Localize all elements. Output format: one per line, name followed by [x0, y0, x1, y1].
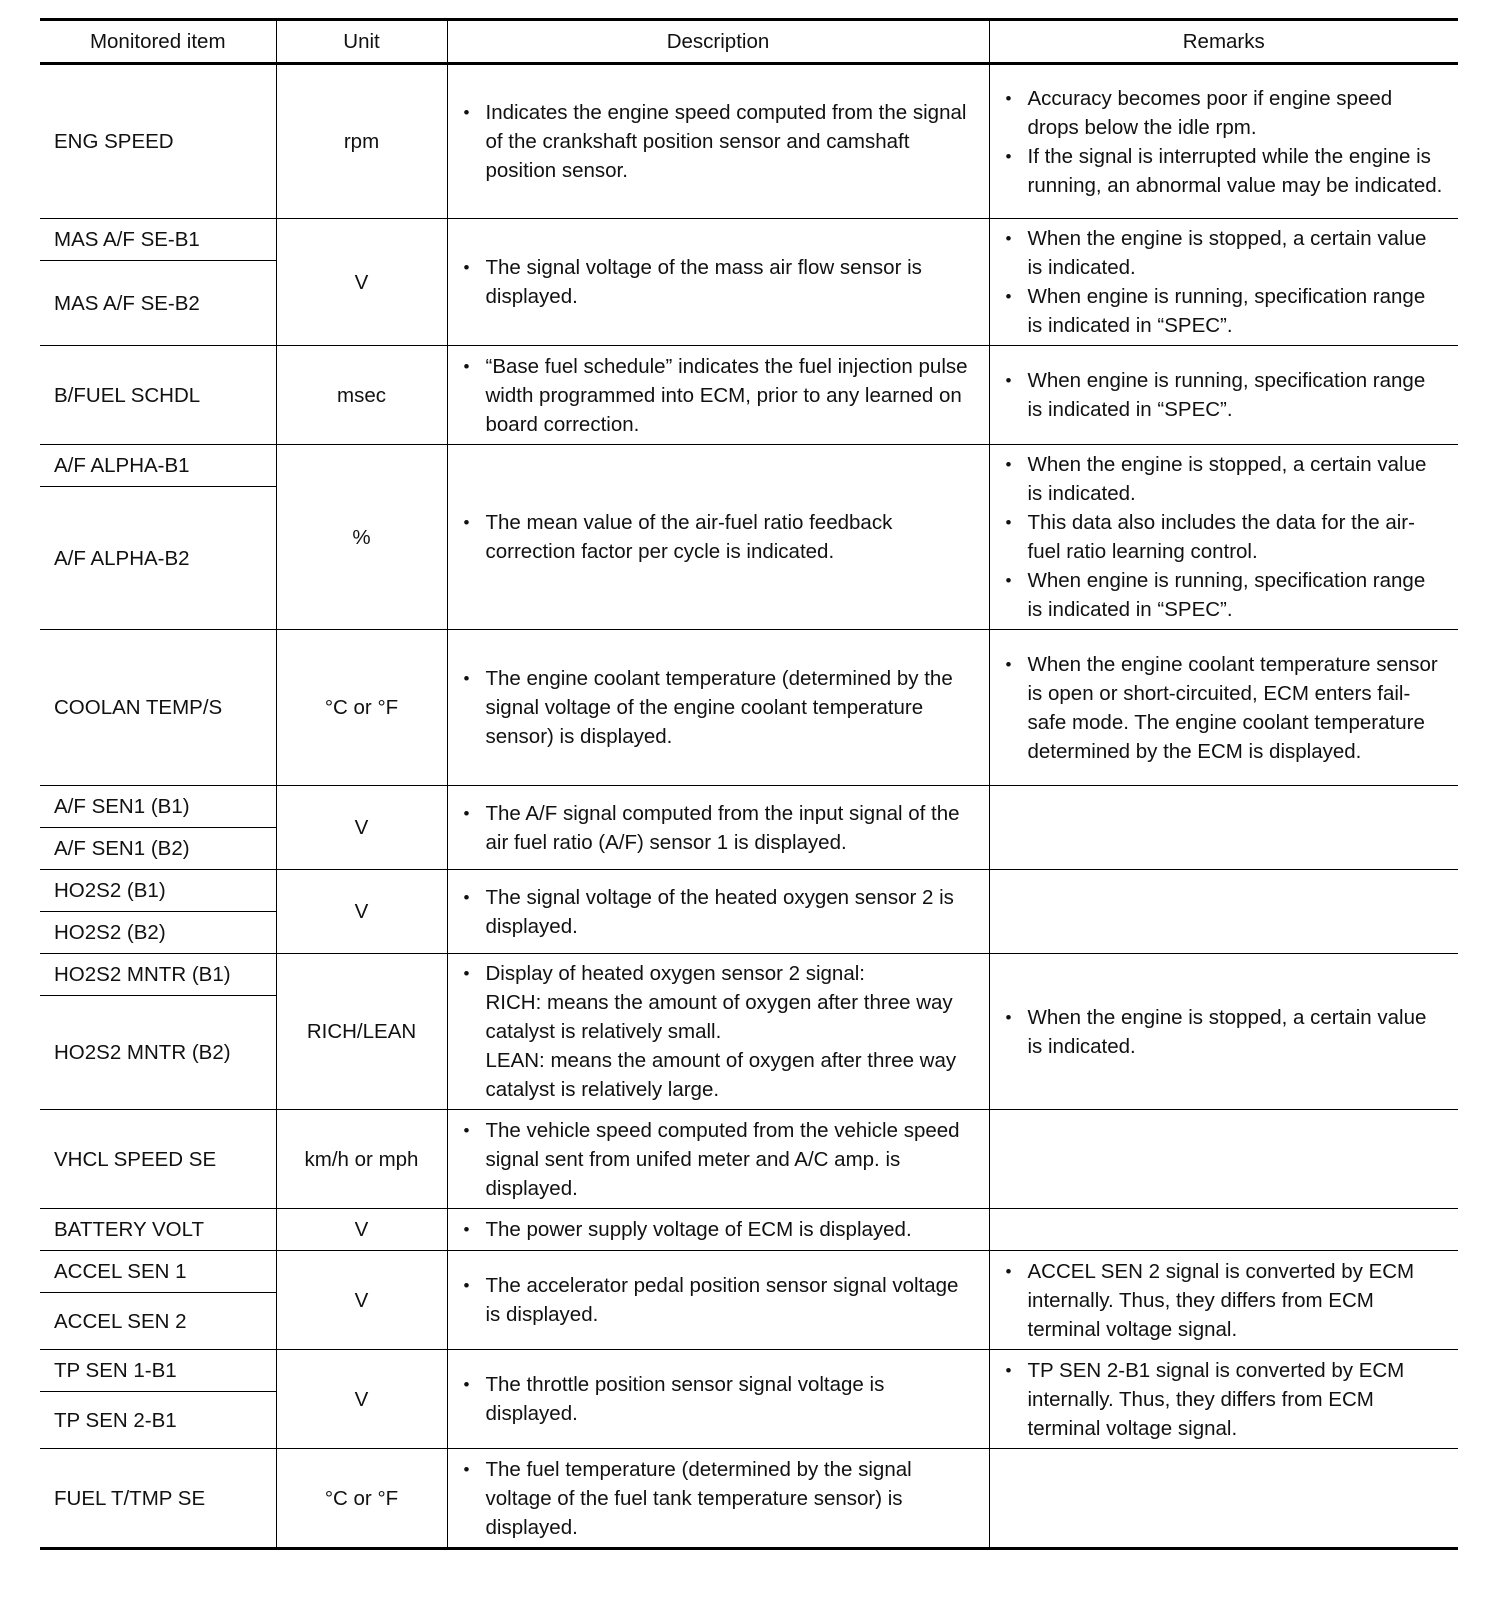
unit-cell: V: [276, 1251, 447, 1350]
table-row: [40, 786, 1458, 828]
description-cell: [447, 630, 989, 786]
unit-cell: msec: [276, 346, 447, 445]
description-cell: [447, 786, 989, 870]
table-row: [40, 445, 1458, 487]
col-header-item: Monitored item: [40, 20, 276, 64]
bullet-item: • The engine coolant temperature (determined by the signal voltage of the engine coolant temperature sensor) is displayed.: [462, 664, 975, 751]
bullet-item: • When the engine is stopped, a certain value is indicated.: [1004, 224, 1445, 282]
unit-cell: V: [276, 1350, 447, 1449]
description-cell: [447, 219, 989, 346]
description-cell: [447, 1251, 989, 1350]
remarks-cell: [989, 1209, 1458, 1251]
remarks-cell: [989, 1449, 1458, 1549]
unit-cell: °C or °F: [276, 630, 447, 786]
unit-cell: V: [276, 219, 447, 346]
bullet-item: • The accelerator pedal position sensor signal voltage is displayed.: [462, 1271, 975, 1329]
bullet-item: • The vehicle speed computed from the vehicle speed signal sent from unifed meter and A/C amp. is displayed.: [462, 1116, 975, 1203]
bullet-item: • The throttle position sensor signal voltage is displayed.: [462, 1370, 975, 1428]
bullet-item: • This data also includes the data for the air-fuel ratio learning control.: [1004, 508, 1445, 566]
remarks-cell: [989, 445, 1458, 630]
table-row: [40, 1209, 1458, 1251]
item-cell: BATTERY VOLT: [40, 1209, 276, 1251]
col-header-remarks: Remarks: [989, 20, 1458, 64]
remarks-cell: [989, 870, 1458, 954]
unit-cell: %: [276, 445, 447, 630]
item-cell: FUEL T/TMP SE: [40, 1449, 276, 1549]
table-row: [40, 1251, 1458, 1293]
item-cell: MAS A/F SE-B1: [40, 219, 276, 261]
bullet-item: • TP SEN 2-B1 signal is converted by ECM internally. Thus, they differs from ECM terminal voltage signal.: [1004, 1356, 1445, 1443]
unit-cell: V: [276, 1209, 447, 1251]
description-cell: [447, 1209, 989, 1251]
item-cell: MAS A/F SE-B2: [40, 261, 276, 346]
item-cell: A/F ALPHA-B2: [40, 487, 276, 630]
bullet-item: [462, 959, 975, 1104]
item-cell: A/F ALPHA-B1: [40, 445, 276, 487]
item-cell: HO2S2 (B1): [40, 870, 276, 912]
remarks-cell: [989, 954, 1458, 1110]
remarks-cell: [989, 1110, 1458, 1209]
bullet-item: • When engine is running, specification range is indicated in “SPEC”.: [1004, 282, 1445, 340]
item-cell: VHCL SPEED SE: [40, 1110, 276, 1209]
bullet-item: • The fuel temperature (determined by the signal voltage of the fuel tank temperature sensor) is displayed.: [462, 1455, 975, 1542]
table-row: [40, 1110, 1458, 1209]
remarks-cell: [989, 630, 1458, 786]
bullet-item: • When the engine is stopped, a certain value is indicated.: [1004, 1003, 1445, 1061]
item-cell: B/FUEL SCHDL: [40, 346, 276, 445]
bullet-item: • When engine is running, specification range is indicated in “SPEC”.: [1004, 366, 1445, 424]
item-cell: COOLAN TEMP/S: [40, 630, 276, 786]
description-cell: [447, 346, 989, 445]
description-cell: [447, 954, 989, 1110]
remarks-cell: [989, 64, 1458, 219]
unit-cell: rpm: [276, 64, 447, 219]
remarks-cell: [989, 1350, 1458, 1449]
remarks-cell: [989, 786, 1458, 870]
item-cell: HO2S2 MNTR (B1): [40, 954, 276, 996]
item-cell: ENG SPEED: [40, 64, 276, 219]
table-row: [40, 64, 1458, 219]
bullet-item: • The signal voltage of the heated oxygen sensor 2 is displayed.: [462, 883, 975, 941]
description-cell: [447, 870, 989, 954]
description-cell: [447, 1350, 989, 1449]
description-cell: [447, 1110, 989, 1209]
item-cell: HO2S2 MNTR (B2): [40, 996, 276, 1110]
bullet-item: • Accuracy becomes poor if engine speed drops below the idle rpm.: [1004, 84, 1445, 142]
item-cell: TP SEN 1-B1: [40, 1350, 276, 1392]
table-row: [40, 630, 1458, 786]
desc-lean: LEAN: means the amount of oxygen after three way catalyst is relatively large.: [485, 1049, 957, 1101]
table-row: [40, 346, 1458, 445]
item-cell: TP SEN 2-B1: [40, 1392, 276, 1449]
description-cell: [447, 64, 989, 219]
bullet-item: • The power supply voltage of ECM is displayed.: [462, 1215, 975, 1244]
bullet-item: • ACCEL SEN 2 signal is converted by ECM internally. Thus, they differs from ECM terminal voltage signal.: [1004, 1257, 1445, 1344]
unit-cell: km/h or mph: [276, 1110, 447, 1209]
item-cell: ACCEL SEN 1: [40, 1251, 276, 1293]
desc-rich: RICH: means the amount of oxygen after three way catalyst is relatively small.: [485, 991, 953, 1043]
item-cell: HO2S2 (B2): [40, 912, 276, 954]
bullet-item: • “Base fuel schedule” indicates the fuel injection pulse width programmed into ECM, prior to any learned on board correction.: [462, 352, 975, 439]
bullet-item: • When the engine coolant temperature sensor is open or short-circuited, ECM enters fail-safe mode. The engine coolant temperature determined by the ECM is displayed.: [1004, 650, 1445, 766]
remarks-cell: [989, 219, 1458, 346]
item-cell: ACCEL SEN 2: [40, 1293, 276, 1350]
bullet-item: • When engine is running, specification range is indicated in “SPEC”.: [1004, 566, 1445, 624]
item-cell: A/F SEN1 (B2): [40, 828, 276, 870]
description-cell: [447, 1449, 989, 1549]
monitor-item-table: [40, 18, 1458, 1550]
table-row: [40, 1449, 1458, 1549]
table-row: [40, 219, 1458, 261]
header-row: [40, 20, 1458, 64]
unit-cell: V: [276, 786, 447, 870]
remarks-cell: [989, 346, 1458, 445]
bullet-item: • The A/F signal computed from the input signal of the air fuel ratio (A/F) sensor 1 is displayed.: [462, 799, 975, 857]
description-cell: [447, 445, 989, 630]
table-row: [40, 870, 1458, 912]
bullet-item: • The mean value of the air-fuel ratio feedback correction factor per cycle is indicated.: [462, 508, 975, 566]
col-header-description: Description: [447, 20, 989, 64]
bullet-item: • When the engine is stopped, a certain value is indicated.: [1004, 450, 1445, 508]
bullet-item: • Indicates the engine speed computed from the signal of the crankshaft position sensor and camshaft position sensor.: [462, 98, 975, 185]
desc-heading: • Display of heated oxygen sensor 2 signal:: [485, 962, 865, 985]
remarks-cell: [989, 1251, 1458, 1350]
bullet-item: • If the signal is interrupted while the engine is running, an abnormal value may be indicated.: [1004, 142, 1445, 200]
col-header-unit: Unit: [276, 20, 447, 64]
bullet-item: • The signal voltage of the mass air flow sensor is displayed.: [462, 253, 975, 311]
unit-cell: V: [276, 870, 447, 954]
table-row: [40, 954, 1458, 996]
table-row: [40, 1350, 1458, 1392]
unit-cell: °C or °F: [276, 1449, 447, 1549]
unit-cell: RICH/LEAN: [276, 954, 447, 1110]
item-cell: A/F SEN1 (B1): [40, 786, 276, 828]
